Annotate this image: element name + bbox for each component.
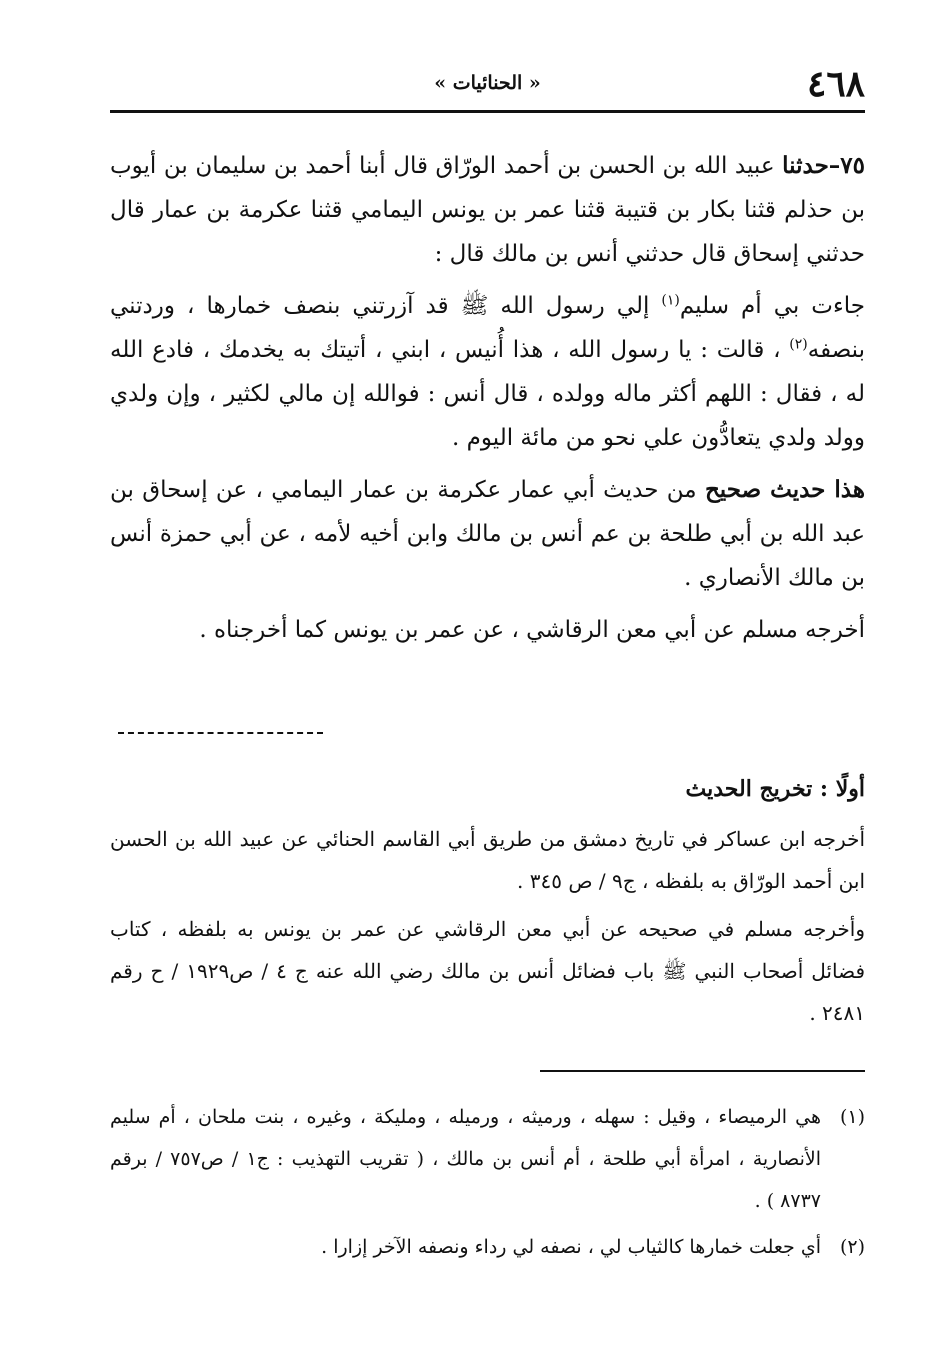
hadith-matn-paragraph: [110, 284, 865, 460]
section-separator: [118, 732, 323, 734]
running-title: « الحنائيات »: [434, 72, 541, 94]
hadith-grading-label: هذا حديث صحيح: [704, 476, 866, 503]
footnote-item: [110, 1096, 865, 1222]
footnote-number: (١): [839, 1106, 865, 1128]
hadith-text: [110, 144, 865, 660]
page-number: ٤٦٨: [806, 63, 865, 105]
footnotes: [110, 1096, 865, 1272]
hadith-grading-paragraph: [110, 468, 865, 600]
hadith-number: ٧٥–: [828, 152, 865, 179]
haddathana-word: حدثنا: [782, 152, 829, 179]
header-rule: [110, 110, 865, 113]
footnote-rule: [540, 1070, 865, 1072]
hadith-isnad-paragraph: [110, 144, 865, 276]
hadith-isnad: عبيد الله بن الحسن بن أحمد الورّاق قال أبنا أحمد بن سليمان بن أيوب بن حذلم قثنا بكار بن قتيبة قثنا عمر بن يونس اليمامي قثنا عكرمة بن عمار قال حدثني إسحاق قال حدثني أنس بن مالك قال :: [110, 153, 865, 267]
footnote-text: أي جعلت خمارها كالثياب لي ، نصفه لي رداء ونصفه الآخر إزارا .: [321, 1236, 821, 1258]
hadith-matn-part3: ، قالت : يا رسول الله ، هذا أُنيس ، ابني ، أتيتك به يخدمك ، فادع الله له ، فقال : اللهم أكثر ماله وولده ، قال أنس : فوالله إن مالي لكثير ، وإن ولدي وولد ولدي يتعادُّون علي نحو من مائة اليوم .: [110, 337, 865, 451]
takhrij-heading: أولًا : تخريج الحديث: [685, 776, 865, 802]
muslim-note: أخرجه مسلم عن أبي معن الرقاشي ، عن عمر بن يونس كما أخرجناه .: [199, 617, 865, 643]
hadith-matn-part1: جاءت بي أم سليم: [679, 293, 865, 319]
footnote-number: (٢): [839, 1236, 865, 1258]
hadith-matn-part2: إلي رسول الله ﷺ قد آزرتني بنصف خمارها ، وردتني بنصفه: [110, 293, 865, 363]
book-page: [110, 60, 865, 1290]
takhrij-paragraph: وأخرجه مسلم في صحيحه عن أبي معن الرقاشي عن عمر بن يونس به بلفظه ، كتاب فضائل أصحاب النبي ﷺ باب فضائل أنس بن مالك رضي الله عنه ج ٤ / ص١٩٢٩ / ح رقم ٢٤٨١ .: [110, 917, 866, 1025]
footnote-marker-2: (٢): [789, 336, 808, 353]
footnote-text: هي الرميصاء ، وقيل : سهله ، ورميثه ، ورميله ، ومليكة ، وغيره ، بنت ملحان ، أم سليم الأنصارية ، امرأة أبي طلحة ، أم أنس بن مالك ، ( تقريب التهذيب : ج١ / ص٧٥٧ / برقم ٨٧٣٧ ) .: [110, 1106, 822, 1212]
footnote-marker-1: (١): [661, 292, 680, 309]
takhrij-section: [110, 768, 865, 1040]
hadith-grading-text: من حديث أبي عمار عكرمة بن عمار اليمامي ، عن إسحاق بن عبد الله بن أبي طلحة بن عم أنس بن مالك وابن أخيه لأمه ، عن أبي حمزة أنس بن مالك الأنصاري .: [110, 477, 865, 591]
footnote-item: [110, 1226, 865, 1268]
page-header: [110, 60, 865, 110]
takhrij-paragraph: أخرجه ابن عساكر في تاريخ دمشق من طريق أبي القاسم الحنائي عن عبيد الله بن الحسن ابن أحمد الورّاق به بلفظه ، ج٩ / ص ٣٤٥ .: [110, 827, 865, 893]
